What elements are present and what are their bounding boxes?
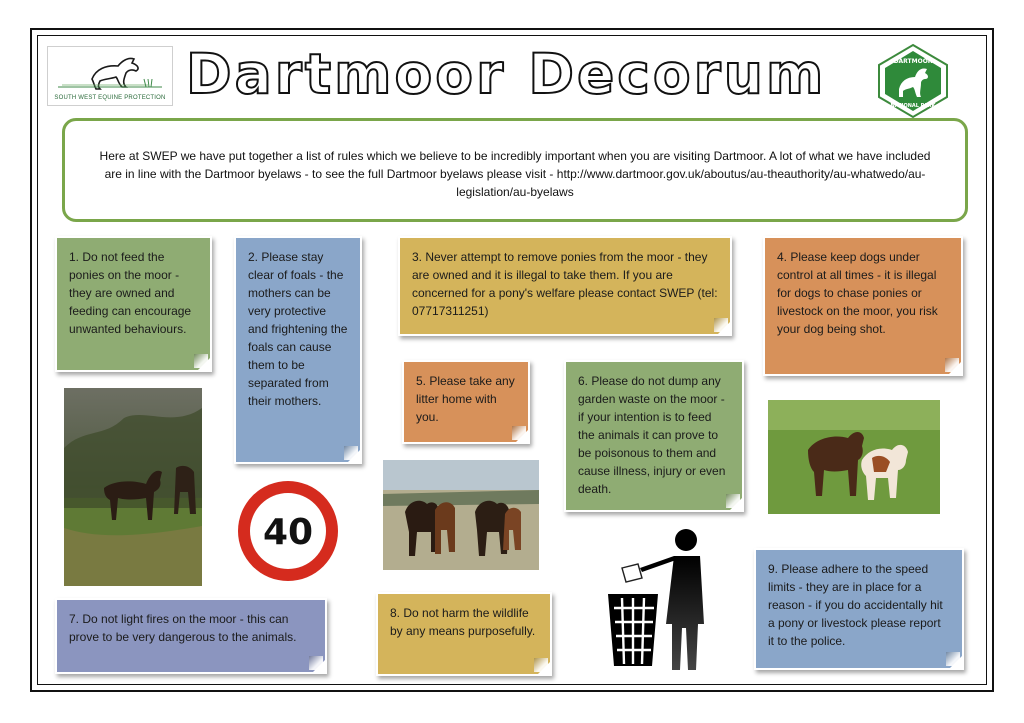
rule-note-2 — [234, 236, 362, 464]
page-title: Dartmoor Decorum — [186, 42, 827, 106]
park-logo-icon — [875, 43, 951, 119]
rule-note-7 — [55, 598, 327, 674]
pony-photo-field — [64, 388, 202, 586]
rule-note-3 — [398, 236, 732, 336]
rule-note-4 — [763, 236, 963, 376]
rule-text: 5. Please take any litter home with you. — [416, 374, 515, 424]
horse-logo-icon — [48, 49, 172, 93]
mare-foal-photo — [768, 400, 940, 514]
litter-bin-person-icon — [604, 528, 716, 672]
rule-text: 3. Never attempt to remove ponies from the moor - they are owned and it is illegal to take them. If you are concerned for a pony's welfare please contact SWEP (tel: 07717311251) — [412, 250, 718, 318]
speed-limit-sign-icon — [235, 478, 341, 584]
park-logo-top-text: DARTMOOR — [893, 58, 933, 65]
rule-text: 2. Please stay clear of foals - the mothers can be very protective and frightening the foals can cause them to be separated from their mothers. — [248, 250, 348, 408]
rule-text: 4. Please keep dogs under control at all times - it is illegal for dogs to chase ponies or livestock on the moor, you risk your dog being shot. — [777, 250, 938, 336]
rule-text: 8. Do not harm the wildlife by any means purposefully. — [390, 606, 536, 638]
ponies-group-photo — [383, 460, 539, 570]
rule-note-6 — [564, 360, 744, 512]
logo-caption: SOUTH WEST EQUINE PROTECTION — [54, 95, 166, 101]
rule-text: 6. Please do not dump any garden waste on the moor - if your intention is to feed the animals it can prove to be poisonous to them and cause illness, injury or even death. — [578, 374, 726, 496]
intro-box — [62, 118, 968, 222]
rule-note-5 — [402, 360, 530, 444]
rule-note-9 — [754, 548, 964, 670]
rule-text: 7. Do not light fires on the moor - this can prove to be very dangerous to the animals. — [69, 612, 297, 644]
speed-limit-value: 40 — [262, 512, 314, 553]
rule-text: 1. Do not feed the ponies on the moor - they are owned and feeding can encourage unwanted behaviours. — [69, 250, 192, 336]
intro-text: Here at SWEP we have put together a list of rules which we believe to be incredibly important when you are visiting Dartmoor. A lot of what we have included are in line with the Dartmoor byelaws - to see the full Dartmoor byelaws please visit - http://www.dartmoor.gov.uk/aboutus/au-theauthority/au-whatwedo/au-legislation/au-byelaws — [99, 149, 931, 199]
rule-note-1 — [55, 236, 212, 372]
swep-logo — [47, 46, 173, 106]
rule-note-8 — [376, 592, 552, 676]
rule-text: 9. Please adhere to the speed limits - they are in place for a reason - if you do accidentally hit a pony or livestock please report it to the police. — [768, 562, 943, 648]
park-logo-bottom-text: NATIONAL PARK — [890, 103, 936, 109]
